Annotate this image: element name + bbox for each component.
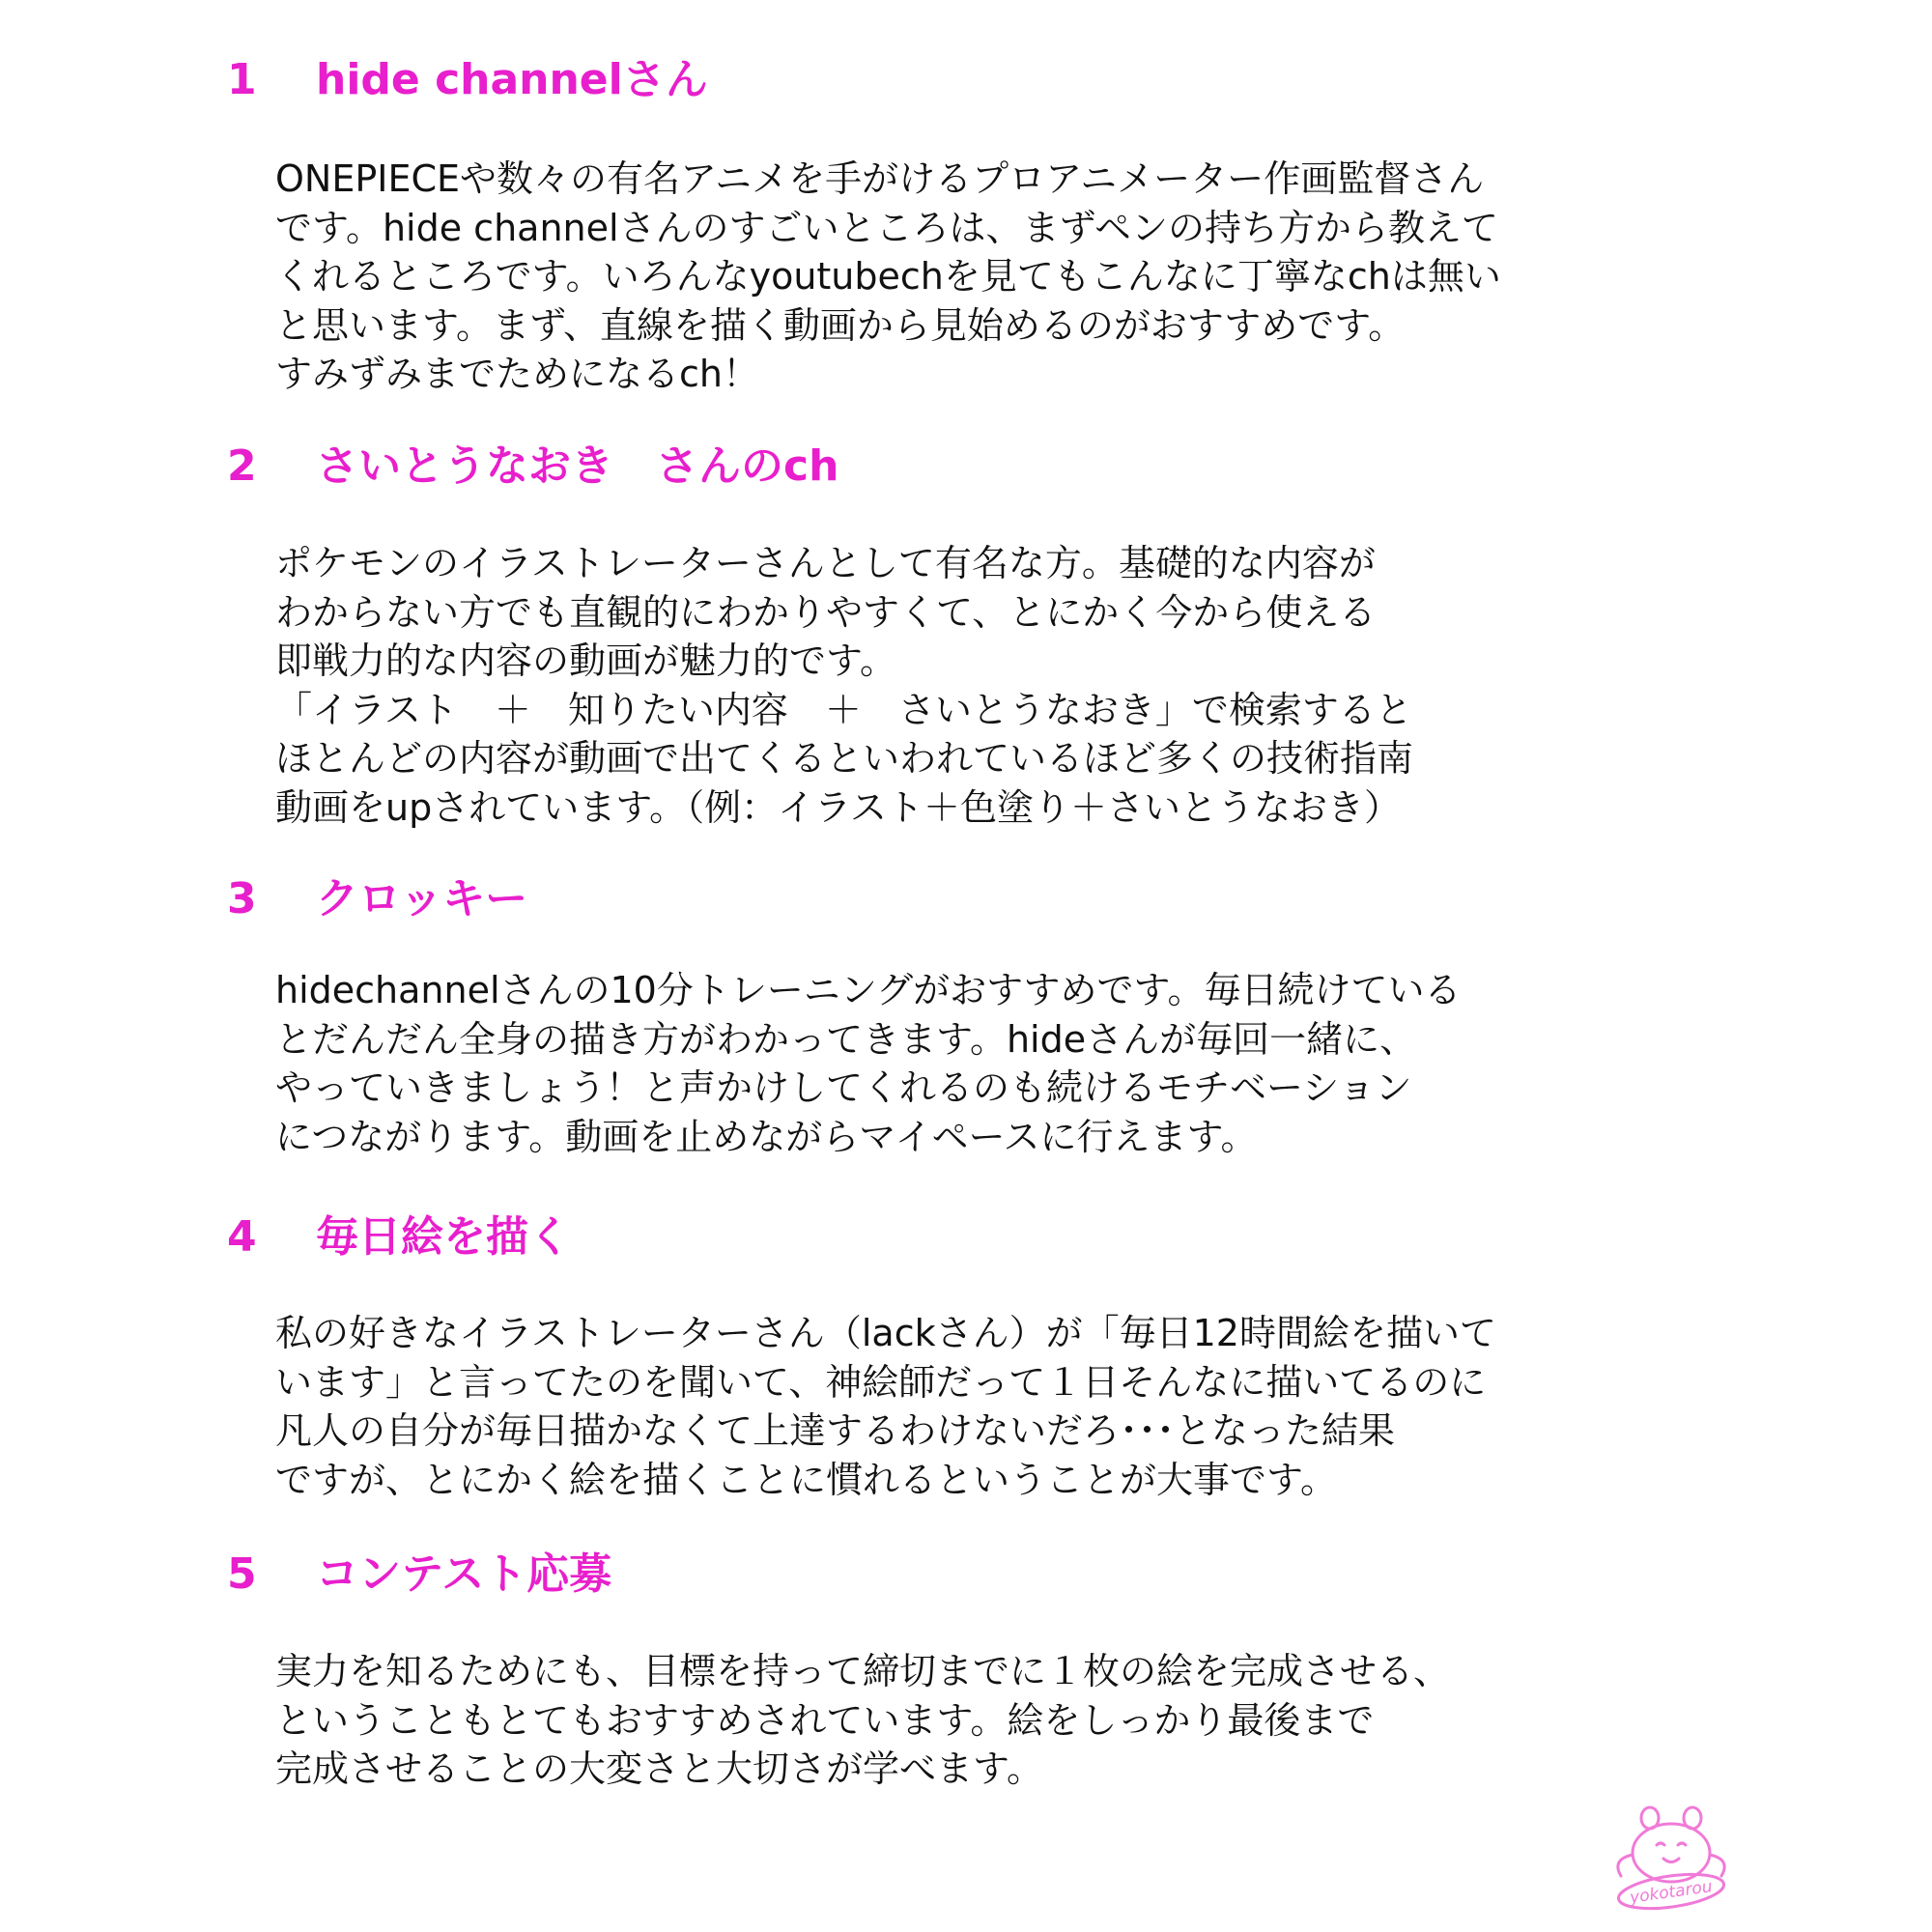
logo-text: yokotarou [1628, 1877, 1714, 1908]
section-heading [227, 53, 708, 107]
section-heading [227, 872, 527, 926]
body-line: ですが、とにかく絵を描くことに慣れるということが大事です。 [275, 1458, 1337, 1501]
section-heading [227, 440, 838, 494]
body-line: 私の好きなイラストレーターさん（lackさん）が「毎日12時間絵を描いて [275, 1312, 1496, 1354]
section-number: 4 [227, 1212, 257, 1262]
section-title: hide channelさん [316, 55, 708, 104]
body-line: わからない方でも直観的にわかりやすくて、とにかく今から使える [275, 590, 1377, 634]
section-number: 2 [227, 441, 257, 491]
body-line: 動画をupされています。（例：イラスト＋色塗り＋さいとうなおき） [275, 785, 1402, 829]
body-line: です。hide channelさんのすごいところは、まずペンの持ち方から教えて [275, 206, 1499, 249]
section-number: 5 [227, 1549, 257, 1599]
section-title: クロッキー [316, 874, 528, 923]
section-body [275, 539, 1413, 832]
section-title: コンテスト応募 [316, 1549, 612, 1599]
body-line: 「イラスト ＋ 知りたい内容 ＋ さいとうなおき」で検索すると [275, 688, 1412, 731]
body-line: 即戦力的な内容の動画が魅力的です。 [275, 639, 896, 682]
body-line: ポケモンのイラストレーターさんとして有名な方。基礎的な内容が [275, 542, 1376, 584]
body-line: ほとんどの内容が動画で出てくるといわれているほど多くの技術指南 [275, 737, 1414, 780]
body-line: すみずみまでためになるch！ [275, 353, 759, 395]
body-line: 完成させることの大変さと大切さが学べます。 [275, 1747, 1043, 1790]
section-heading [227, 1548, 611, 1602]
body-line: ということもとてもおすすめされています。絵をしっかり最後まで [275, 1698, 1375, 1742]
body-line: とだんだん全身の描き方がわかってきます。hideさんが毎回一緒に、 [275, 1017, 1417, 1061]
section-body [275, 1309, 1496, 1504]
body-line: います」と言ってたのを聞いて、神絵師だって１日そんなに描いてるのに [275, 1360, 1487, 1404]
body-line: 実力を知るためにも、目標を持って締切までに１枚の絵を完成させる、 [275, 1650, 1451, 1692]
section-title: 毎日絵を描く [316, 1212, 571, 1262]
section-heading [227, 1210, 571, 1264]
section-title: さいとうなおき さんのch [316, 441, 839, 491]
body-line: ONEPIECEや数々の有名アニメを手がけるプロアニメーター作画監督さん [275, 157, 1485, 200]
cartoon-mascot-logo-icon [1604, 1797, 1739, 1913]
body-line: くれるところです。いろんなyoutubechを見てもこんなに丁寧なchは無い [275, 255, 1501, 298]
section-body [275, 1647, 1450, 1794]
body-line: と思います。まず、直線を描く動画から見始めるのがおすすめです。 [275, 303, 1406, 347]
body-line: 凡人の自分が毎日描かなくて上達するわけないだろ･･･となった結果 [275, 1409, 1396, 1452]
body-line: hidechannelさんの10分トレーニングがおすすめです。毎日続けている [275, 969, 1462, 1011]
body-line: やっていきましょう！と声かけしてくれるのも続けるモチベーション [275, 1066, 1412, 1109]
section-body [275, 155, 1501, 399]
section-body [275, 966, 1461, 1161]
section-number: 3 [227, 874, 257, 923]
body-line: につながります。動画を止めながらマイペースに行えます。 [275, 1115, 1258, 1158]
brand-logo [1604, 1797, 1739, 1913]
section-number: 1 [227, 55, 257, 104]
